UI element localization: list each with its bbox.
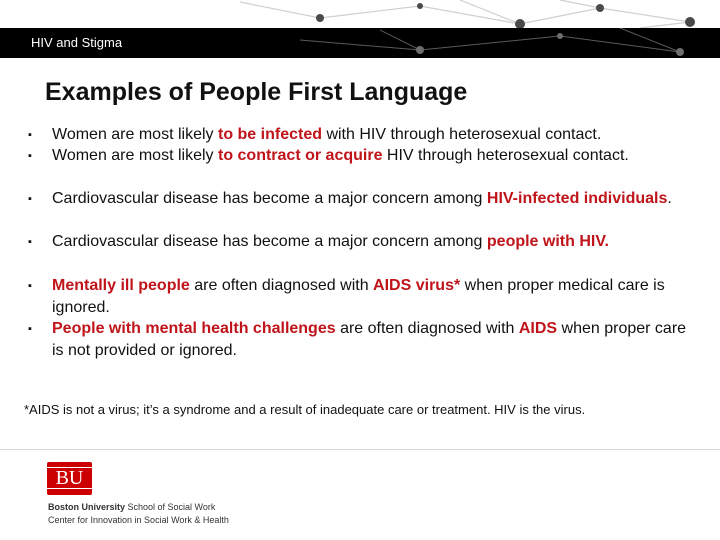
- bullet-text: [52, 124, 702, 146]
- bullet-text-run: are often diagnosed with: [335, 320, 519, 337]
- bullet-text-run: are often diagnosed with: [189, 277, 374, 294]
- bullet-text-run: HIV through heterosexual contact.: [382, 147, 629, 164]
- bullet-icon: ▪: [28, 236, 32, 248]
- bullet-text-run: Women are most likely: [52, 147, 218, 164]
- bullet-icon: ▪: [28, 193, 32, 205]
- bullet-text-run: with HIV through heterosexual contact.: [322, 126, 602, 143]
- bullet-icon: ▪: [28, 129, 32, 141]
- highlighted-phrase: People with mental health challenges: [52, 320, 336, 337]
- bullet-text-run: Women are most likely: [52, 126, 218, 143]
- bullet-text-run: .: [667, 190, 672, 207]
- highlighted-phrase: to contract or acquire: [217, 147, 383, 164]
- bullet-icon: ▪: [28, 150, 32, 162]
- bu-logo: [47, 462, 92, 495]
- bullet-icon: ▪: [28, 280, 32, 292]
- highlighted-phrase: people with HIV.: [486, 233, 609, 250]
- footer-divider: [0, 449, 720, 450]
- bullet-text: [52, 231, 702, 253]
- highlighted-phrase: AIDS virus*: [373, 277, 461, 294]
- highlighted-phrase: Mentally ill people: [52, 277, 190, 294]
- bullet-text: [52, 275, 702, 319]
- header-bar: [0, 28, 720, 58]
- highlighted-phrase: to be infected: [217, 126, 322, 143]
- highlighted-phrase: HIV-infected individuals: [486, 190, 668, 207]
- university-name: Boston University: [48, 502, 126, 512]
- school-name: School of Social Work: [125, 502, 216, 512]
- bullet-text: [52, 145, 702, 167]
- highlighted-phrase: AIDS: [518, 320, 558, 337]
- footer-center: Center for Innovation in Social Work & Health: [48, 515, 229, 525]
- bullet-text: [52, 318, 702, 362]
- header-title: HIV and Stigma: [31, 35, 123, 50]
- footer-university: [48, 502, 215, 512]
- bullet-text-run: when proper medical care is ignored.: [52, 277, 665, 316]
- bullet-text-run: Cardiovascular disease has become a major concern among: [52, 233, 487, 250]
- footnote: *AIDS is not a virus; it’s a syndrome and a result of inadequate care or treatment. HIV is the virus.: [24, 402, 586, 417]
- bullet-text: [52, 188, 702, 210]
- slide-title: Examples of People First Language: [45, 78, 468, 106]
- bullet-text-run: when proper care is not provided or ignored.: [52, 320, 687, 359]
- bullet-icon: ▪: [28, 323, 32, 335]
- header-network-decoration: [0, 0, 720, 28]
- bullet-text-run: Cardiovascular disease has become a major concern among: [52, 190, 487, 207]
- bu-logo-text: BU: [47, 467, 92, 489]
- header-network-icon: [260, 28, 720, 58]
